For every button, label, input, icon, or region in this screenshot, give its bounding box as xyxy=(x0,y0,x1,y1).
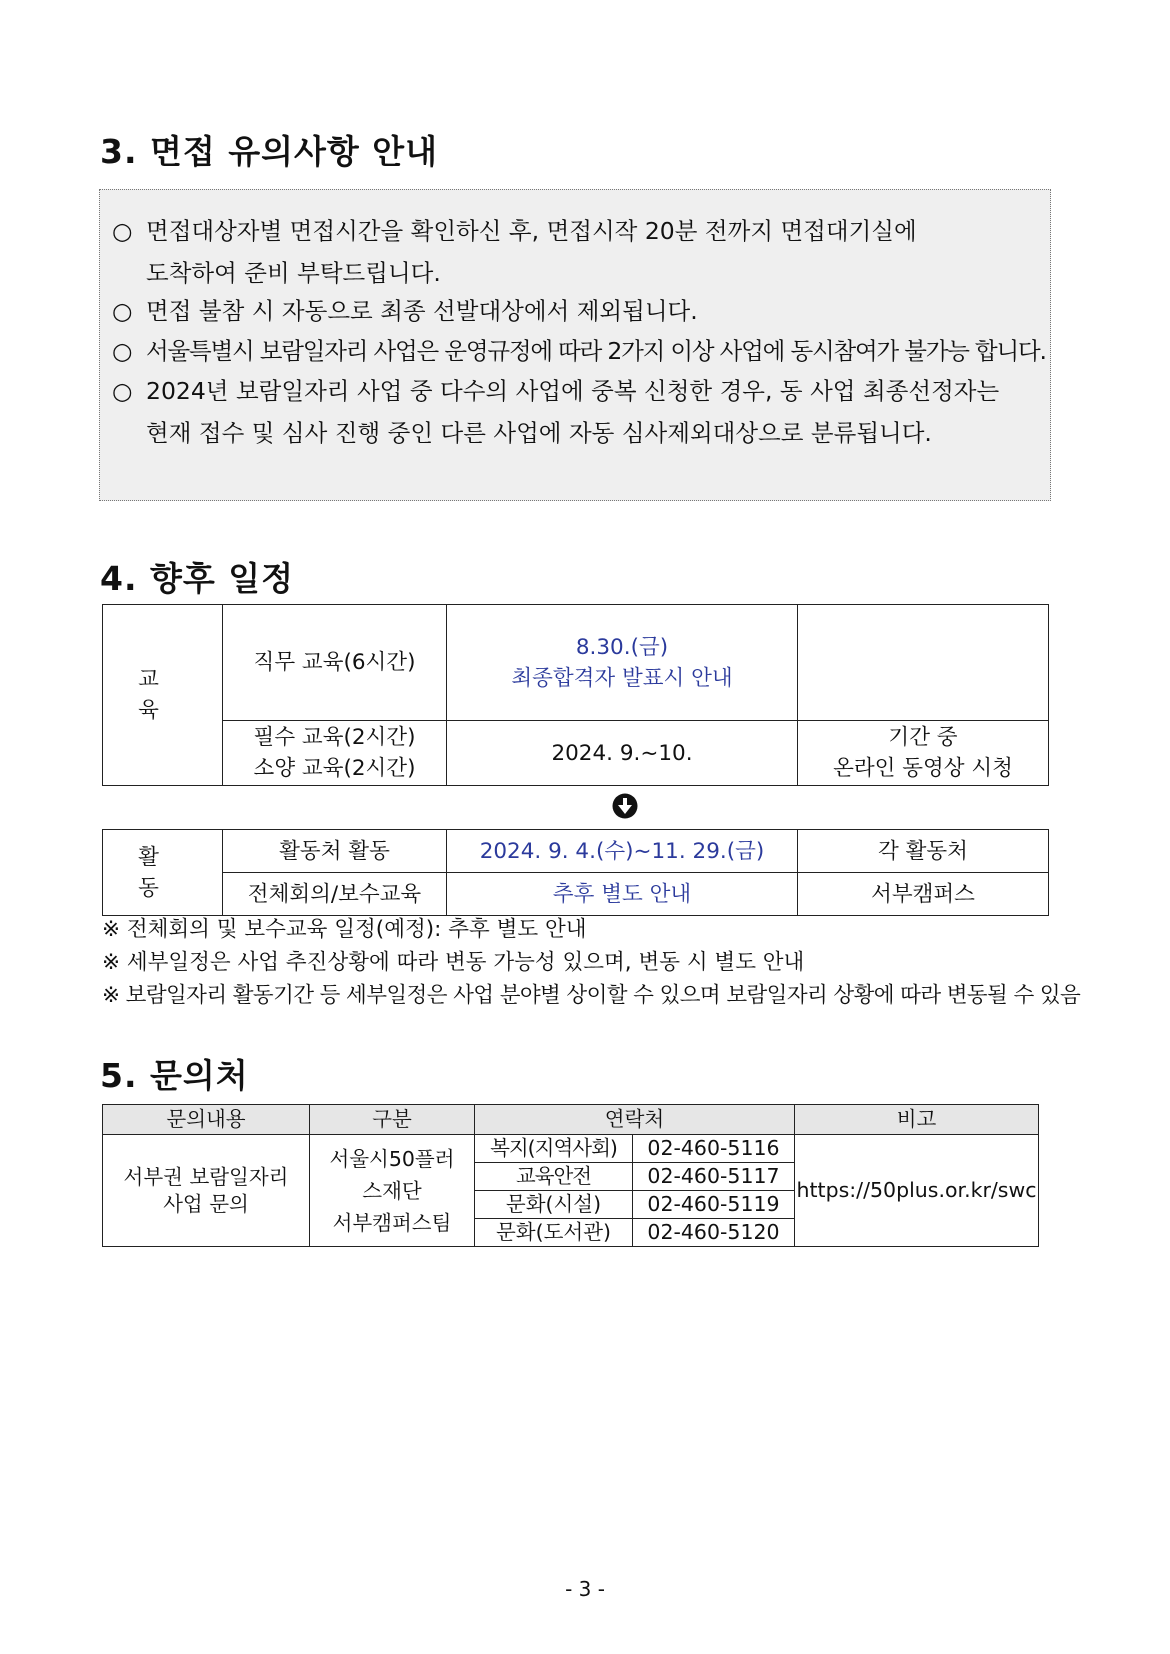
section-5-title: 5. 문의처 xyxy=(100,1056,249,1095)
required-training-date: 2024. 9.~10. xyxy=(447,721,798,786)
contact-phone: 02-460-5120 xyxy=(633,1219,795,1247)
website-link[interactable]: https://50plus.or.kr/swc xyxy=(795,1135,1039,1247)
notice-item-arrival: ○ 면접대상자별 면접시간을 확인하신 후, 면접시작 20분 전까지 면접대기실에 도착하여 준비 부탁드립니다. xyxy=(112,210,917,294)
site-activity-place: 각 활동처 xyxy=(798,830,1049,873)
contact-phone: 02-460-5119 xyxy=(633,1191,795,1219)
contact-field: 복지(지역사회) xyxy=(475,1135,633,1163)
schedule-note: ※ 보람일자리 활동기간 등 세부일정은 사업 분야별 상이할 수 있으며 보람일자리 상황에 따라 변동될 수 있음 xyxy=(102,983,1081,1008)
inquiry-content: 서부권 보람일자리 사업 문의 xyxy=(103,1135,310,1247)
meeting-training-name: 전체회의/보수교육 xyxy=(223,873,447,916)
schedule-note: ※ 세부일정은 사업 추진상황에 따라 변동 가능성 있으며, 변동 시 별도 안내 xyxy=(102,950,805,975)
contact-field: 문화(시설) xyxy=(475,1191,633,1219)
section-3-title: 3. 면접 유의사항 안내 xyxy=(100,132,438,171)
column-header: 문의내용 xyxy=(103,1105,310,1135)
activity-schedule-table xyxy=(102,829,1049,916)
contact-phone: 02-460-5116 xyxy=(633,1135,795,1163)
required-training-note: 기간 중 온라인 동영상 시청 xyxy=(798,721,1049,786)
bullet-circle-icon: ○ xyxy=(112,377,133,405)
table-row xyxy=(103,721,1049,786)
contact-phone: 02-460-5117 xyxy=(633,1163,795,1191)
table-row xyxy=(103,873,1049,916)
bullet-circle-icon: ○ xyxy=(112,217,133,245)
column-header: 비고 xyxy=(795,1105,1039,1135)
required-training-name: 필수 교육(2시간) 소양 교육(2시간) xyxy=(223,721,447,786)
notice-item-absence: ○ 면접 불참 시 자동으로 최종 선발대상에서 제외됩니다. xyxy=(112,290,698,332)
notice-item-duplicate-rule: ○ 서울특별시 보람일자리 사업은 운영규정에 따라 2가지 이상 사업에 동시참여가 불가능 합니다. xyxy=(112,330,1046,372)
organization: 서울시50플러 스재단 서부캠퍼스팀 xyxy=(310,1135,475,1247)
education-schedule-table xyxy=(102,604,1049,786)
section-4-title: 4. 향후 일정 xyxy=(100,559,294,598)
table-row xyxy=(103,1135,1039,1163)
activity-label: 활 동 xyxy=(103,830,223,916)
schedule-notes xyxy=(102,913,1080,1012)
bullet-circle-icon: ○ xyxy=(112,337,132,365)
bullet-circle-icon: ○ xyxy=(112,297,133,325)
table-row xyxy=(103,830,1049,873)
job-training-note xyxy=(798,605,1049,721)
contact-table xyxy=(102,1104,1039,1247)
down-arrow-icon xyxy=(612,793,638,819)
education-label: 교 육 xyxy=(103,605,223,786)
column-header: 연락처 xyxy=(475,1105,795,1135)
job-training-name: 직무 교육(6시간) xyxy=(223,605,447,721)
interview-notice-box xyxy=(99,189,1051,501)
site-activity-date: 2024. 9. 4.(수)~11. 29.(금) xyxy=(447,830,798,873)
site-activity-name: 활동처 활동 xyxy=(223,830,447,873)
schedule-note: ※ 전체회의 및 보수교육 일정(예정): 추후 별도 안내 xyxy=(102,917,587,942)
job-training-date: 8.30.(금) 최종합격자 발표시 안내 xyxy=(447,605,798,721)
contact-field: 문화(도서관) xyxy=(475,1219,633,1247)
notice-item-duplicate-application: ○ 2024년 보람일자리 사업 중 다수의 사업에 중복 신청한 경우, 동 사업 최종선정자는 현재 접수 및 심사 진행 중인 다른 사업에 자동 심사제외대상으로 분류됩니다. xyxy=(112,370,999,454)
contact-field: 교육안전 xyxy=(475,1163,633,1191)
table-row xyxy=(103,605,1049,721)
meeting-training-date: 추후 별도 안내 xyxy=(447,873,798,916)
table-header-row xyxy=(103,1105,1039,1135)
meeting-training-place: 서부캠퍼스 xyxy=(798,873,1049,916)
page-number: - 3 - xyxy=(565,1577,605,1601)
column-header: 구분 xyxy=(310,1105,475,1135)
